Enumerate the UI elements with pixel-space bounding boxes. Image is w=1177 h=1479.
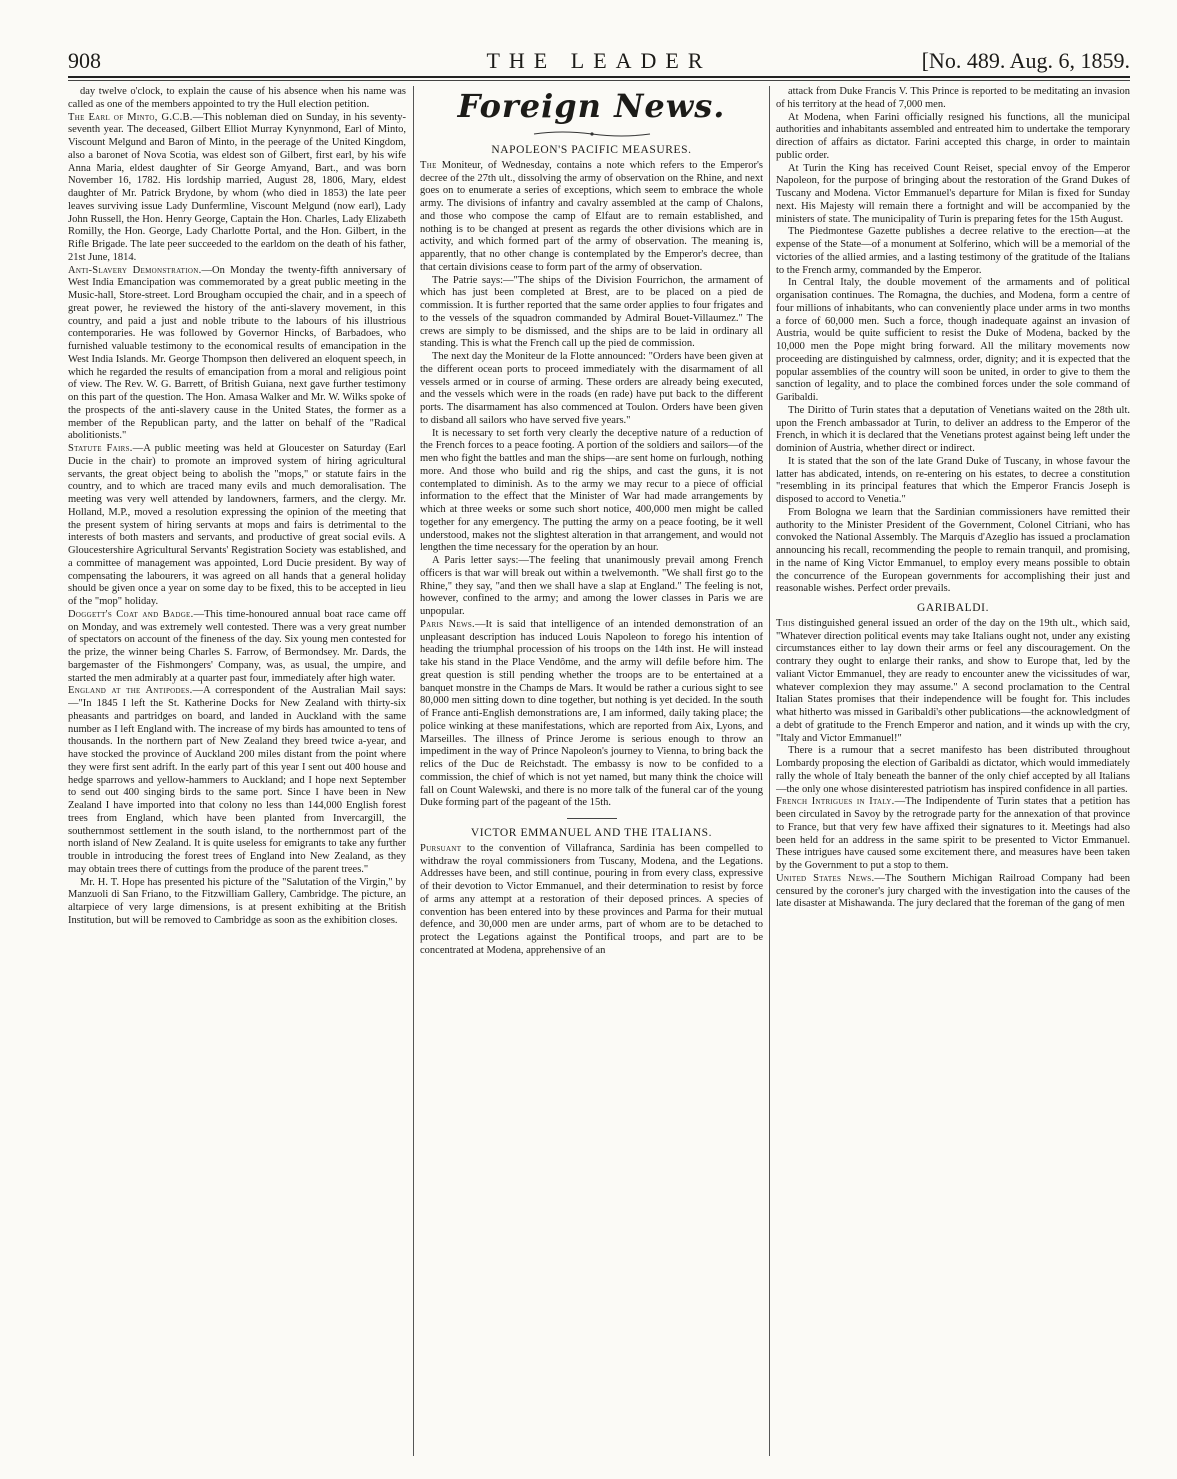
article-paragraph xyxy=(420,428,763,556)
paragraph-text: The Piedmontese Gazette publishes a decree relative to the erection—at the expense of the State—of a monument at Solferino, which will be a memorial of the victories of the allied armies, and a lasting testimony of the gratitude of the Italians to the French army, commanded by the Emperor. xyxy=(776,226,1130,276)
paragraph-lead: Pursuant xyxy=(420,842,462,854)
paragraph-text: It is stated that the son of the late Grand Duke of Tuscany, in whose favour the latter has abdicated, intends, on re-entering on his estates, to decree a constitution "resembling in its principal features that which the Emperor Francis Joseph is disposed to accord to Venetia." xyxy=(776,455,1130,505)
paragraph-text: Mr. H. T. Hope has presented his picture of the "Salutation of the Virgin," by Manzuoli di San Friano, to the Fitzwilliam Gallery, Cambridge. The picture, an altarpiece of very large dimensions, is at present exhibiting at the British Institution, but will be removed to Cambridge as soon as the exhibition closes. xyxy=(68,876,406,926)
paragraph-text: attack from Duke Francis V. This Prince is reported to be meditating an invasion of his territory at the head of 7,000 men. xyxy=(776,86,1130,110)
paragraph-lead: Statute Fairs. xyxy=(68,443,133,454)
section-title: Foreign News. xyxy=(457,87,726,125)
article-paragraph xyxy=(420,619,763,810)
paragraph-text: distinguished general issued an order of the day on the 19th ult., which said, "Whatever direction political events may take Italians ought not, under any existing circumstances either to lay down their arms or feel any discouragement. On the contrary they ought to enlarge their ranks, and show to Europe that, led by the valiant Victor Emmanuel, they are ready to encounter anew the vicissitudes of war, whatever complexion they may assume." A second proclamation to the Central Italian States promises that their independence will be fought for. This includes what hitherto was missed in Garibaldi's other publications—the acknowledgment of a debt of gratitude to the French Emperor and nation, and it winds up with the cry, "Italy and Victor Emmanuel!" xyxy=(776,617,1130,744)
article-paragraph xyxy=(776,745,1130,796)
article-paragraph xyxy=(420,160,763,275)
column-divider xyxy=(769,86,770,1456)
paragraph-text: —On Monday the twenty-fifth anniversary of West India Emancipation was commemorated by a great public meeting in the Music-hall, Store-street. Lord Brougham occupied the chair, and in a speech of great power, he reviewed the history of the anti-slavery movement, in this country, and paid a just and noble tribute to the labours of his illustrious contemporaries. He was followed by Governor Hincks, of Barbadoes, who furnished valuable testimony to the economical results of emancipation in the West India Islands. Mr. George Thompson then delivered an eloquent speech, in which he regarded the results of emancipation from a moral and religious point of view. The Rev. W. G. Barrett, of British Guiana, next gave further testimony on this part of the question. The Hon. Amasa Walker and Mr. W. Wilks spoke of the prospects of the anti-slavery cause in the United States, the former as a member of the Republican party, and the latter on behalf of the "Radical abolitionists." xyxy=(68,264,406,442)
paragraph-text: The Patrie says:—"The ships of the Division Fourrichon, the armament of which has just been completed at Brest, are to be placed on a pied de commission. It is further reported that the same order applies to four frigates and to the vessels of the squadron commanded by Admiral Bouet-Villaumez." The crews are simply to be dismissed, and the ships are to be laid in ordinary all standing. This is what the French call up the pied de commission. xyxy=(420,274,763,350)
article-paragraph xyxy=(420,351,763,428)
article-paragraph xyxy=(68,685,406,876)
paragraph-text: —A public meeting was held at Gloucester on Saturday (Earl Ducie in the chair) to promote an improved system of hiring agricultural servants, the great object being to abolish the "mops," or statute fairs in the country, and to which are traced many evils and much demoralisation. The meeting was very well attended by landowners, farmers, and the clergy. Mr. Holland, M.P., moved a resolution expressing the opinion of the meeting that the present system of hiring servants at mops and fairs is detrimental to the interests of both masters and servants, and productive of great social evils. A Gloucestershire Agricultural Servants' Registration Society was established, and a committee of management was appointed, Lord Ducie president. By way of compensating the labourers, it was agreed on all hands that a general holiday should be given once a year on some day to be fixed, this to be accepted in lieu of the "mop" holiday. xyxy=(68,443,406,607)
article-paragraph xyxy=(776,507,1130,596)
article-paragraph xyxy=(776,112,1130,163)
paragraph-text: to the convention of Villafranca, Sardinia has been compelled to withdraw the royal commissioners from Tuscany, Modena, and the Legations. Addresses have been, and still continue, pouring in from every class, expressive of their devotion to Victor Emmanuel, and their determination to resist by force of arms any attempt at a restoration of their deposed princes. A species of convention has been entered into by these provinces and Parma for their mutual defence, and 30,000 men are under arms, part of whom are to be detached to protect the Legations against the Pontifical troops, and part are to be concentrated at Modena, apprehensive of an xyxy=(420,842,763,956)
article-paragraph xyxy=(68,112,406,265)
masthead-rule-thin xyxy=(68,80,1130,81)
article-paragraph xyxy=(776,163,1130,227)
paragraph-lead: Paris News. xyxy=(420,618,475,630)
masthead-rule xyxy=(68,76,1130,78)
article-headline: VICTOR EMMANUEL AND THE ITALIANS. xyxy=(470,827,713,839)
paragraph-lead: England at the Antipodes. xyxy=(68,685,193,697)
article-paragraph xyxy=(776,618,1130,746)
masthead xyxy=(68,48,1130,72)
paragraph-text: At Modena, when Farini officially resigned his functions, all the municipal authorities and inhabitants assembled and entreated him to undertake the temporary direction of affairs as dictator. Farini accepted this charge, in order to maintain public order. xyxy=(776,111,1130,161)
paragraph-text: —A correspondent of the Australian Mail says:—"In 1845 I left the St. Katherine Docks for New Zealand with thirty-six pheasants and partridges on board, and landed in Auckland with the same number as I left England with. The increase of my birds has amounted to tens of thousands. In the northern part of New Zealand they breed twice a-year, and have stocked the province of Auckland 200 miles distant from the point where they were first sent adrift. In the early part of this year I sent out 400 house and hedge sparrows and yellow-hammers to Auckland; and I hope next September to send out 400 singing birds to the same port. Since I have been in New Zealand I have imported into that colony no less than 144,000 English forest trees from England, which have been planted from Invercargill, the southernmost settlement in the south island, to the northernmost part of the north island of New Zealand. It is quite useless for emigrants to take any further trouble in introducing the forest trees of England into New Zealand, as they may obtain trees there of cuttings from the produce of the parent trees." xyxy=(68,685,406,875)
page-number: 908 xyxy=(68,48,101,73)
paragraph-text: —The Indipendente of Turin states that a petition has been circulated in Savoy by the retrograde party for the annexation of that province to France, but that very few have affixed their signatures to it. Meetings had also been held for an address in the same spirit to be presented to Victor Emmanuel. These intrigues have caused some excitement there, and measures have been taken by the Government to put a stop to them. xyxy=(776,796,1130,871)
article-paragraph xyxy=(68,86,406,112)
newspaper-title: THE LEADER xyxy=(486,48,712,73)
issue-info: [No. 489. Aug. 6, 1859. xyxy=(921,48,1130,73)
article-paragraph xyxy=(68,877,406,928)
article-headline: NAPOLEON'S PACIFIC MEASURES. xyxy=(491,144,692,156)
paragraph-text: There is a rumour that a secret manifesto has been distributed throughout Lombardy proposing the election of Garibaldi as dictator, which would immediately rally the whole of Italy beneath the banner of the only chief accepted by all Italians—the only one whose disinterested patriotism has inspired confidence in all parties. xyxy=(776,745,1130,795)
article-paragraph xyxy=(776,226,1130,277)
paragraph-text: —This nobleman died on Sunday, in his seventy-seventh year. The deceased, Gilbert Elliot Murray Kynynmond, Earl of Minto, Viscount Melgund and Baron of Minto, in the peerage of the United Kingdom, also a baronet of Nova Scotia, was eldest son of Gilbert, first earl, by his wife Anna Maria, eldest daughter of Sir George Amyand, Bart., and was born November 16, 1782. His lordship married, August 28, 1806, Mary, eldest daughter of Mr. Patrick Brydone, by whom (who died in 1853) the late peer leaves surviving issue Lady Dunfermline, Viscount Melgund (now earl), Lady John Russell, the Hon. Henry George, Captain the Hon. Charles, Lady Elizabeth Romilly, the Hon. George, Lady Charlotte Portal, and the Hon. Gilbert, in the Rifle Brigade. The late peer succeeded to the earldom on the death of his father, 21st June, 1814. xyxy=(68,111,406,263)
paragraph-lead: The xyxy=(420,159,437,171)
paragraph-text: In Central Italy, the double movement of the armaments and of political organisation continues. The Romagna, the duchies, and Modena, form a centre of four millions of inhabitants, who can conveniently place under arms in two months a force of 60,000 men. Such a force, though inadequate against an invasion of Austria, would be quite sufficient to resist the Duke of Modena, backed by the 10,000 men the Pope might bring forward. All the military movements now proceeding are distinguished by calmness, order, dignity; and it is expected that the popular assemblies of the country will soon be united, in order to give to them the sanction of legality, and to place the combined forces under the sole command of Garibaldi. xyxy=(776,277,1130,403)
article-headline: GARIBALDI. xyxy=(916,602,990,614)
column-right xyxy=(776,86,1130,1466)
paragraph-text: The next day the Moniteur de la Flotte announced: "Orders have been given at the different ocean ports to proceed immediately with the disarmament of all vessels armed or in course of arming. These orders are already being executed, and the vessels which were in the roads (en rade) have put back to the different ports. The disarmament has also commenced at Toulon. Orders have been given to disband all sailors who have served five years." xyxy=(420,351,763,426)
paragraph-lead: Doggett's Coat and Badge. xyxy=(68,608,194,620)
article-paragraph xyxy=(776,405,1130,456)
column-divider xyxy=(413,86,414,1456)
article-paragraph xyxy=(776,456,1130,507)
column-middle xyxy=(420,86,763,1466)
paragraph-lead: United States News. xyxy=(776,872,875,884)
article-paragraph xyxy=(776,796,1130,873)
paragraph-lead: The Earl of Minto, G.C.B. xyxy=(68,111,193,123)
article-paragraph xyxy=(776,277,1130,405)
paragraph-text: —It is said that intelligence of an intended demonstration of an unpleasant description has induced Louis Napoleon to forego his intention of heading the triumphal procession of his troops on the 14th inst. He will instead take his stand in the Place Vendôme, and the army will defile before him. The great question is still pending whether the troops are to be entertained at a banquet monstre in the Champs de Mars. It would be rather a curious sight to see 80,000 men sitting down to dine together, but nothing is yet decided. In the south of France anti-English demonstrations are, I am informed, daily taking place; the police winking at these manifestations, which are reported from Aix, Lyons, and Marseilles. The illness of Prince Jerome is serious enough to throw an impediment in the way of Prince Napoleon's journey to Vienna, to bring back the relics of the Duc de Reichstadt. The embassy is now to be confided to a commission, the chief of which is not yet named, but many think the choice will fall on Count Walewski, and there is no more talk of the funeral car of the young Duke forming part of the pageant of the 15th. xyxy=(420,618,763,809)
article-paragraph xyxy=(420,275,763,352)
paragraph-lead: This xyxy=(776,617,795,629)
paragraph-text: It is necessary to set forth very clearly the deceptive nature of a reduction of the French forces to a peace footing. A portion of the soldiers and sailors—of the men who fight the battles and man the ships—are sent home on furlough, nothing more. And those who build and rig the ships, and cast the guns, it is not contemplated to diminish. As to the army we may recur to a piece of official information to the effect that the Minister of War had made arrangements by which at three weeks or some such short notice, 400,000 men might be called together for any emergency. The putting the army on a peace footing, be it well understood, makes not the slightest alteration in that arrangement, and would not lengthen the time necessary for the operation by an hour. xyxy=(420,427,763,554)
paragraph-text: —This time-honoured annual boat race came off on Monday, and was extremely well contested. There was a very great number of spectators on account of the fineness of the day. Six young men contested for the prize, the winner being Charles S. Farrow, of Bermondsey. Mr. Dards, the bargemaster of the Fishmongers' Company, was, as usual, the umpire, and started the men admirably at a quarter past four, immediately after high water. xyxy=(68,608,406,684)
article-separator xyxy=(567,818,617,819)
paragraph-text: —The Southern Michigan Railroad Company had been censured by the coroner's jury charged with the investigation into the causes of the late disaster at Mishawanda. The jury declared that the foreman of the gang of men xyxy=(776,872,1130,910)
article-paragraph xyxy=(420,555,763,619)
paragraph-text: The Diritto of Turin states that a deputation of Venetians waited on the 28th ult. upon the French ambassador at Turin, to deliver an address to the Emperor of the French, in which it is declared that the Venetians protest against being left under the dominion of Austria, whether direct or indirect. xyxy=(776,404,1130,454)
paragraph-text: At Turin the King has received Count Reiset, special envoy of the Emperor Napoleon, for the purpose of bringing about the restoration of the Grand Dukes of Tuscany and Modena. Victor Emmanuel's departure for Milan is fixed for Sunday next. His Majesty will remain there a fortnight and will be accompanied by the ministers of state. The municipality of Turin is preparing fetes for the 15th August. xyxy=(776,162,1130,225)
paragraph-text: day twelve o'clock, to explain the cause of his absence when his name was called as one of the members appointed to try the Hull election petition. xyxy=(68,86,406,110)
column-left xyxy=(68,86,406,1466)
article-paragraph xyxy=(68,443,406,609)
paragraph-text: From Bologna we learn that the Sardinian commissioners have remitted their authority to the Minister President of the Government, Colonel Citriani, who has convoked the National Assembly. The Marquis d'Azeglio has issued a proclamation announcing his recall, recommending the people to remain tranquil, and promising, in the name of King Victor Emmanuel, to employ every means possible to obtain the concurrence of the European governments for accomplishing their just and reasonable wishes. Perfect order prevails. xyxy=(776,506,1130,595)
article-paragraph xyxy=(776,873,1130,911)
paragraph-lead: French Intrigues in Italy. xyxy=(776,796,895,808)
paragraph-text: Moniteur, of Wednesday, contains a note which refers to the Emperor's decree of the 27th ult., dissolving the army of observation on the Rhine, and next goes on to enumerate a series of exceptions, which seem to embrace the whole army. The divisions of infantry and cavalry assembled at the camp of Chalons, and those who compose the camp of Elfaut are to remain established, and nothing is to be changed at present as regards the other divisions which are in activity, and which formed part of the army of observation. The meaning is, apparently, that no other change is contemplated by the Emperor's decree, than that certain divisions cease to form part of the army of observation. xyxy=(420,159,763,273)
article-paragraph xyxy=(420,843,763,958)
paragraph-lead: Anti-Slavery Demonstration. xyxy=(68,264,202,276)
article-paragraph xyxy=(776,86,1130,112)
article-paragraph xyxy=(68,609,406,686)
article-paragraph xyxy=(68,265,406,444)
ornament-rule-icon xyxy=(532,130,652,138)
paragraph-text: A Paris letter says:—The feeling that unanimously prevail among French officers is that war will break out within a twelvemonth. "We shall first go to the Rhine," they say, "and then we shall have a slap at England." The feeling is not, however, confined to the army; and among the lower classes in Paris we are unpopular. xyxy=(420,555,763,617)
